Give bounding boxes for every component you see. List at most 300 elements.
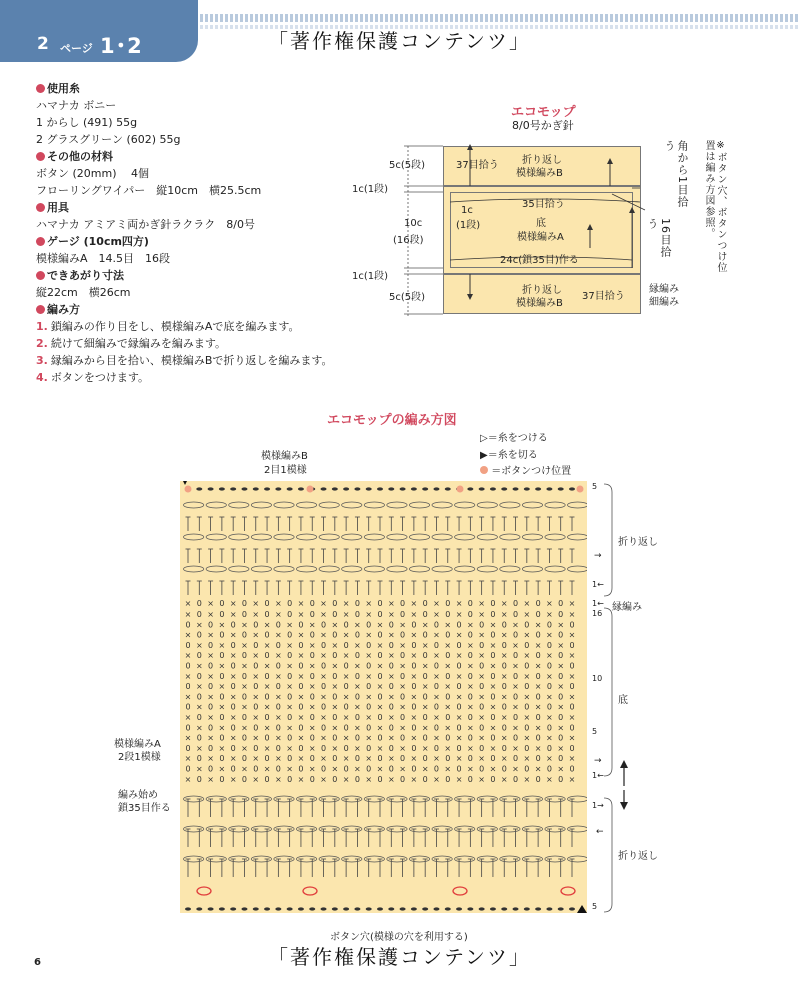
edge-label2: 細編み (649, 297, 679, 308)
single-crochet-stitch: × (478, 599, 485, 608)
single-crochet-stitch: 0 (535, 754, 541, 764)
single-crochet-stitch: 0 (546, 743, 552, 753)
chain-loop (432, 502, 452, 508)
single-crochet-stitch: 0 (332, 713, 338, 722)
single-crochet-stitch: × (252, 713, 260, 722)
single-crochet-stitch: × (444, 682, 452, 692)
single-crochet-stitch: × (320, 630, 327, 640)
single-crochet-stitch: 0 (558, 692, 564, 702)
single-crochet-stitch: × (546, 733, 553, 743)
single-crochet-stitch: × (568, 692, 576, 702)
chain-stitch (422, 487, 428, 490)
single-crochet-stitch: × (229, 692, 237, 702)
single-crochet-stitch: 0 (287, 774, 293, 784)
single-crochet-stitch: × (331, 640, 339, 650)
single-crochet-stitch: 0 (196, 651, 202, 661)
single-crochet-stitch: × (467, 640, 474, 650)
single-crochet-stitch: 0 (275, 682, 281, 692)
single-crochet-stitch: 0 (433, 620, 440, 630)
row-arrow: → (594, 551, 602, 561)
single-crochet-stitch: × (195, 640, 203, 650)
chain-stitch (196, 487, 202, 490)
single-crochet-stitch: × (229, 651, 237, 661)
single-crochet-stitch: 0 (422, 599, 428, 608)
chain-stitch (400, 487, 406, 490)
single-crochet-stitch: × (320, 733, 327, 743)
single-crochet-stitch: 0 (366, 743, 372, 753)
single-crochet-stitch: 0 (298, 661, 304, 671)
single-crochet-stitch: 0 (264, 733, 270, 743)
single-crochet-stitch: × (195, 723, 203, 733)
single-crochet-stitch: 0 (546, 764, 552, 774)
single-crochet-stitch: 0 (208, 620, 214, 630)
single-crochet-stitch: × (512, 661, 519, 671)
single-crochet-stitch: × (195, 620, 203, 630)
single-crochet-stitch: × (342, 671, 350, 681)
single-crochet-stitch: × (489, 682, 497, 692)
single-crochet-stitch: × (308, 702, 316, 712)
single-crochet-stitch: × (557, 702, 565, 712)
chain-loop (206, 534, 226, 540)
row-number: 5 (592, 727, 598, 736)
single-crochet-stitch: × (207, 692, 214, 702)
single-crochet-stitch: 0 (309, 651, 315, 661)
single-crochet-stitch: 0 (501, 702, 507, 712)
single-crochet-stitch: 0 (287, 630, 293, 640)
chain-stitch (445, 487, 451, 490)
filled-triangle-icon: ▶ (480, 450, 488, 461)
single-crochet-stitch: 0 (388, 723, 394, 733)
chain-loop (409, 502, 429, 508)
single-crochet-stitch: 0 (479, 764, 485, 774)
single-crochet-stitch: × (433, 774, 440, 784)
dim-edge-bottom: 1c(1段) (352, 271, 389, 282)
single-crochet-stitch: × (195, 743, 203, 753)
single-crochet-stitch: × (467, 764, 474, 774)
single-crochet-stitch: 0 (456, 640, 462, 650)
single-crochet-stitch: 0 (535, 630, 541, 640)
single-crochet-stitch: × (546, 610, 553, 619)
dim-top: 5c(5段) (389, 160, 426, 171)
single-crochet-stitch: 0 (332, 671, 338, 681)
chain-stitch (524, 907, 530, 910)
single-crochet-stitch: 0 (490, 651, 496, 661)
method-step: 1. 鎖編みの作り目をし、模様編みAで底を編みます。 (36, 320, 300, 333)
single-crochet-stitch: 0 (569, 620, 575, 630)
single-crochet-stitch: 0 (456, 661, 462, 671)
single-crochet-stitch: × (444, 661, 452, 671)
single-crochet-stitch: 0 (298, 702, 304, 712)
label-fold-top: 折り返し (618, 537, 658, 548)
single-crochet-stitch: × (410, 671, 418, 681)
single-crochet-stitch: 0 (354, 692, 360, 702)
chain-stitch (241, 487, 247, 490)
single-crochet-stitch: × (433, 630, 440, 640)
single-crochet-stitch: 0 (377, 774, 383, 784)
pattern-a-label1: 模様編みA (114, 739, 161, 750)
single-crochet-stitch: × (534, 702, 542, 712)
single-crochet-stitch: 0 (512, 692, 519, 702)
single-crochet-stitch: × (444, 702, 452, 712)
single-crochet-stitch: × (365, 692, 373, 702)
single-crochet-stitch: × (297, 599, 305, 608)
single-crochet-stitch: × (342, 774, 350, 784)
single-crochet-stitch: × (354, 764, 361, 774)
single-crochet-stitch: × (365, 671, 373, 681)
dim-bottom: 5c(5段) (389, 292, 426, 303)
single-crochet-stitch: × (184, 774, 192, 784)
single-crochet-stitch: 0 (512, 671, 519, 681)
single-crochet-stitch: 0 (400, 671, 406, 681)
single-crochet-stitch: × (455, 599, 463, 608)
single-crochet-stitch: × (546, 671, 553, 681)
single-crochet-stitch: 0 (546, 640, 552, 650)
single-crochet-stitch: × (557, 661, 565, 671)
single-crochet-stitch: 0 (524, 640, 530, 650)
chain-stitch (411, 487, 417, 490)
chain-stitch (456, 907, 462, 910)
single-crochet-stitch: 0 (332, 651, 338, 661)
method-heading: 編み方 (47, 303, 80, 316)
row-number: 5 (592, 482, 598, 491)
single-crochet-stitch: × (354, 723, 361, 733)
single-crochet-stitch: 0 (422, 630, 428, 640)
chain-loop (522, 502, 542, 508)
chain-stitch (354, 907, 360, 910)
row-number: 16 (592, 609, 603, 618)
single-crochet-stitch: × (320, 692, 327, 702)
single-crochet-stitch: × (455, 754, 463, 764)
single-crochet-stitch: 0 (219, 671, 225, 681)
single-crochet-stitch: 0 (445, 651, 451, 661)
chain-stitch (501, 907, 507, 910)
crochet-chart-svg (180, 481, 587, 913)
single-crochet-stitch: 0 (411, 764, 417, 774)
chain-stitch (433, 907, 439, 910)
schematic-note: ※ボタン穴、ボタンつけ位置は編み方図参照。 (703, 140, 726, 273)
page-number: 6 (34, 957, 41, 968)
base-label1: 底 (536, 218, 546, 229)
page-ref-number: 2 (37, 34, 49, 54)
chain-stitch (230, 907, 236, 910)
single-crochet-stitch: × (467, 661, 474, 671)
chain-loop (455, 534, 475, 540)
chain-loop (387, 566, 407, 572)
copyright-notice-top: 「著作権保護コンテンツ」 (268, 29, 531, 53)
single-crochet-stitch: × (421, 723, 429, 733)
single-crochet-stitch: × (534, 764, 542, 774)
size-line: 縦22cm 横26cm (36, 286, 131, 299)
single-crochet-stitch: 0 (524, 702, 530, 712)
chain-stitch (377, 487, 383, 490)
single-crochet-stitch: × (546, 754, 553, 764)
single-crochet-stitch: 0 (501, 682, 507, 692)
single-crochet-stitch: × (512, 682, 519, 692)
single-crochet-stitch: 0 (512, 733, 519, 743)
single-crochet-stitch: 0 (196, 692, 202, 702)
single-crochet-stitch: × (229, 610, 237, 619)
single-crochet-stitch: 0 (343, 764, 349, 774)
chain-stitch (275, 487, 281, 490)
single-crochet-stitch: 0 (456, 764, 462, 774)
chain-stitch (467, 907, 473, 910)
single-crochet-stitch: × (410, 713, 418, 722)
pattern-b-label1: 模様編みB (261, 451, 308, 462)
single-crochet-stitch: × (286, 702, 293, 712)
single-crochet-stitch: 0 (196, 774, 202, 784)
chain-stitch (219, 487, 225, 490)
single-crochet-stitch: × (500, 713, 508, 722)
single-crochet-stitch: 0 (400, 733, 406, 743)
single-crochet-stitch: 0 (388, 661, 394, 671)
single-crochet-stitch: 0 (208, 743, 214, 753)
single-crochet-stitch: 0 (501, 620, 507, 630)
single-crochet-stitch: 0 (185, 702, 191, 712)
single-crochet-stitch: × (252, 599, 260, 608)
single-crochet-stitch: 0 (490, 671, 496, 681)
single-crochet-stitch: × (207, 610, 214, 619)
single-crochet-stitch: × (410, 692, 418, 702)
single-crochet-stitch: 0 (287, 610, 293, 619)
single-crochet-stitch: × (478, 630, 485, 640)
buttonhole-loop (197, 887, 211, 895)
single-crochet-stitch: 0 (569, 661, 575, 671)
chain-stitch (388, 487, 394, 490)
single-crochet-stitch: 0 (512, 774, 519, 784)
chain-loop (206, 566, 226, 572)
chain-stitch (400, 907, 406, 910)
single-crochet-stitch: × (252, 610, 260, 619)
single-crochet-stitch: 0 (558, 599, 564, 608)
single-crochet-stitch: × (195, 702, 203, 712)
base-inner-dim2: (1段) (456, 220, 481, 231)
single-crochet-stitch: 0 (569, 702, 575, 712)
single-crochet-stitch: × (478, 692, 485, 702)
single-crochet-stitch: × (467, 620, 474, 630)
chain-stitch (388, 907, 394, 910)
chain-loop (522, 534, 542, 540)
chain-stitch (490, 907, 496, 910)
single-crochet-stitch: × (489, 743, 497, 753)
single-crochet-stitch: 0 (400, 599, 406, 608)
dim-edge-top: 1c(1段) (352, 184, 389, 195)
single-crochet-stitch: 0 (400, 610, 406, 619)
chain-stitch (546, 907, 552, 910)
single-crochet-stitch: 0 (230, 764, 236, 774)
chain-loop (319, 534, 339, 540)
single-crochet-stitch: 0 (298, 743, 304, 753)
single-crochet-stitch: 0 (535, 671, 541, 681)
chain-stitch (569, 907, 575, 910)
base-label2: 模様編みA (517, 232, 564, 243)
single-crochet-stitch: 0 (456, 743, 462, 753)
single-crochet-stitch: × (557, 620, 565, 630)
button-position-dot (185, 486, 192, 493)
single-crochet-stitch: × (342, 651, 350, 661)
buttonhole-loop (453, 887, 467, 895)
single-crochet-stitch: 0 (569, 764, 575, 774)
single-crochet-stitch: 0 (298, 723, 304, 733)
single-crochet-stitch: × (557, 682, 565, 692)
single-crochet-stitch: × (399, 661, 406, 671)
single-crochet-stitch: 0 (422, 774, 428, 784)
single-crochet-stitch: 0 (298, 682, 304, 692)
single-crochet-stitch: 0 (535, 692, 541, 702)
single-crochet-stitch: × (218, 661, 226, 671)
single-crochet-stitch: 0 (535, 610, 541, 619)
single-crochet-stitch: × (308, 682, 316, 692)
dim-mid2: (16段) (393, 235, 424, 246)
single-crochet-stitch: 0 (445, 774, 451, 784)
single-crochet-stitch: × (546, 651, 553, 661)
single-crochet-stitch: 0 (512, 599, 519, 608)
single-crochet-stitch: × (557, 723, 565, 733)
single-crochet-stitch: 0 (433, 682, 440, 692)
single-crochet-stitch: × (241, 620, 248, 630)
single-crochet-stitch: × (478, 713, 485, 722)
single-crochet-stitch: × (275, 630, 282, 640)
single-crochet-stitch: 0 (411, 723, 417, 733)
single-crochet-stitch: 0 (196, 754, 202, 764)
single-crochet-stitch: × (410, 610, 418, 619)
row-number: 1← (592, 580, 604, 589)
single-crochet-stitch: × (207, 599, 214, 608)
single-crochet-stitch: × (455, 610, 463, 619)
single-crochet-stitch: × (421, 640, 429, 650)
single-crochet-stitch: 0 (512, 610, 519, 619)
single-crochet-stitch: 0 (241, 671, 248, 681)
single-crochet-stitch: 0 (241, 774, 248, 784)
single-crochet-stitch: 0 (524, 743, 530, 753)
single-crochet-stitch: × (365, 630, 373, 640)
single-crochet-stitch: 0 (377, 599, 383, 608)
single-crochet-stitch: × (568, 671, 576, 681)
header-stripe (195, 14, 800, 22)
single-crochet-stitch: × (297, 692, 305, 702)
single-crochet-stitch: × (275, 610, 282, 619)
chain-loop (545, 566, 565, 572)
single-crochet-stitch: 0 (208, 702, 214, 712)
single-crochet-stitch: × (286, 661, 293, 671)
chain-loop (251, 502, 271, 508)
chain-stitch (185, 907, 191, 910)
single-crochet-stitch: 0 (343, 702, 349, 712)
single-crochet-stitch: 0 (512, 754, 519, 764)
single-crochet-stitch: × (241, 702, 248, 712)
single-crochet-stitch: 0 (422, 692, 428, 702)
chain-stitch (467, 487, 473, 490)
single-crochet-stitch: × (229, 671, 237, 681)
single-crochet-stitch: × (286, 743, 293, 753)
single-crochet-stitch: × (320, 610, 327, 619)
single-crochet-stitch: 0 (309, 610, 315, 619)
single-crochet-stitch: 0 (253, 682, 259, 692)
chain-loop (296, 566, 316, 572)
single-crochet-stitch: 0 (366, 620, 372, 630)
single-crochet-stitch: 0 (501, 661, 507, 671)
chain-stitch (219, 907, 225, 910)
chain-loop (342, 502, 362, 508)
buttonhole-label: ボタン穴(模様の穴を利用する) (330, 932, 468, 943)
single-crochet-stitch: 0 (524, 620, 530, 630)
single-crochet-stitch: 0 (400, 713, 406, 722)
schematic-hook: 8/0号かぎ針 (512, 119, 574, 132)
single-crochet-stitch: 0 (501, 764, 507, 774)
single-crochet-stitch: 0 (467, 610, 473, 619)
single-crochet-stitch: 0 (366, 764, 372, 774)
row-number: 5 (592, 902, 598, 911)
single-crochet-stitch: × (410, 774, 418, 784)
single-crochet-stitch: × (478, 671, 485, 681)
single-crochet-stitch: 0 (388, 764, 394, 774)
single-crochet-stitch: × (218, 682, 226, 692)
single-crochet-stitch: 0 (264, 599, 270, 608)
single-crochet-stitch: 0 (241, 630, 248, 640)
single-crochet-stitch: × (342, 713, 350, 722)
single-crochet-stitch: × (354, 743, 361, 753)
single-crochet-stitch: × (320, 754, 327, 764)
single-crochet-stitch: 0 (411, 640, 417, 650)
chain-loop (522, 566, 542, 572)
label-edge: 縁編み (612, 602, 642, 613)
chain-loop (387, 534, 407, 540)
bullet-icon (36, 305, 45, 314)
single-crochet-stitch: 0 (512, 713, 519, 722)
page-tab (0, 0, 198, 62)
chain-stitch (321, 907, 327, 910)
chain-loop (567, 534, 587, 540)
single-crochet-stitch: × (218, 723, 226, 733)
single-crochet-stitch: × (218, 620, 226, 630)
single-crochet-stitch: × (263, 723, 271, 733)
chain-stitch (287, 907, 293, 910)
single-crochet-stitch: 0 (479, 723, 485, 733)
single-crochet-stitch: 0 (377, 610, 383, 619)
single-crochet-stitch: × (275, 774, 282, 784)
start-label2: 鎖35目作る (118, 803, 171, 814)
single-crochet-stitch: 0 (230, 682, 236, 692)
single-crochet-stitch: × (376, 640, 384, 650)
single-crochet-stitch: × (297, 774, 305, 784)
single-crochet-stitch: 0 (275, 620, 281, 630)
single-crochet-stitch: × (331, 682, 339, 692)
single-crochet-stitch: × (195, 764, 203, 774)
single-crochet-stitch: 0 (196, 733, 202, 743)
single-crochet-stitch: 0 (241, 651, 248, 661)
single-crochet-stitch: 0 (253, 661, 259, 671)
single-crochet-stitch: 0 (377, 733, 383, 743)
single-crochet-stitch: × (365, 774, 373, 784)
single-crochet-stitch: 0 (490, 754, 496, 764)
single-crochet-stitch: 0 (467, 713, 473, 722)
materials-heading: その他の材料 (47, 150, 113, 163)
chain-stitch (208, 907, 214, 910)
single-crochet-stitch: × (568, 599, 576, 608)
single-crochet-stitch: × (297, 733, 305, 743)
chain-loop (432, 534, 452, 540)
single-crochet-stitch: × (399, 682, 406, 692)
single-crochet-stitch: 0 (467, 671, 473, 681)
single-crochet-stitch: × (241, 723, 248, 733)
single-crochet-stitch: 0 (185, 682, 191, 692)
single-crochet-stitch: 0 (287, 651, 293, 661)
single-crochet-stitch: × (387, 651, 395, 661)
single-crochet-stitch: × (534, 661, 542, 671)
single-crochet-stitch: 0 (445, 671, 451, 681)
single-crochet-stitch: × (207, 630, 214, 640)
single-crochet-stitch: × (320, 713, 327, 722)
chain-loop (206, 502, 226, 508)
